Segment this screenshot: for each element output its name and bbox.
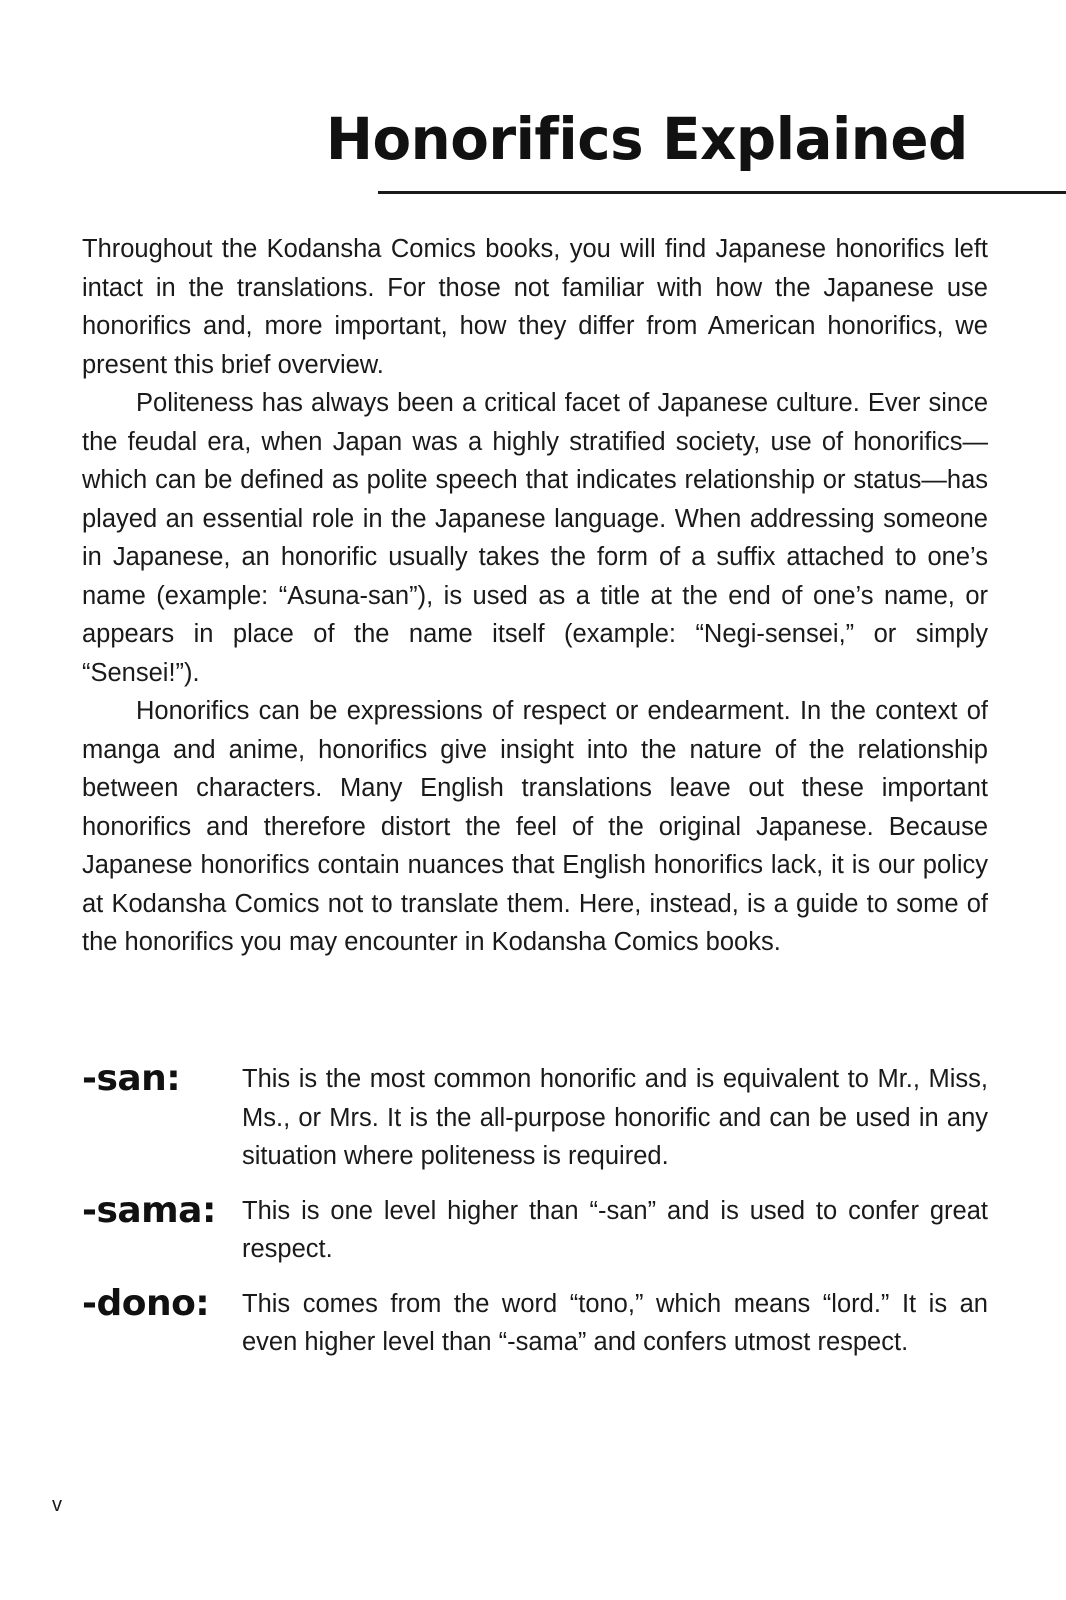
intro-paragraph-3: Honorifics can be expressions of respect or endearment. In the context of manga and anime, honorifics give insight into the nature of the relationship between characters. Many English translations leave out these important honorifics and therefore distort the feel of the original Japanese. Because Japanese honorifics contain nuances that English honorifics lack, it is our policy at Kodansha Comics not to translate them. Here, instead, is a guide to some of the honorifics you may encounter in Kodansha Comics books. [82, 697, 988, 956]
honorifics-glossary [82, 1060, 988, 1378]
glossary-entry-san [82, 1060, 988, 1176]
term-dono: -dono: [82, 1282, 210, 1324]
definition-sama: This is one level higher than “-san” and is used to confer great respect. [242, 1196, 988, 1263]
definition-san: This is the most common honorific and is equivalent to Mr., Miss, Ms., or Mrs. It is the all-purpose honorific and can be used in any situation where politeness is required. [242, 1065, 988, 1170]
page-number: v [52, 1494, 62, 1516]
glossary-entry-sama [82, 1189, 988, 1269]
intro-section [82, 230, 988, 962]
definition-dono: This comes from the word “tono,” which means “lord.” It is an even higher level than “-sama” and confers utmost respect. [242, 1289, 988, 1356]
intro-paragraph-2: Politeness has always been a critical facet of Japanese culture. Ever since the feudal era, when Japan was a highly stratified society, use of honorifics—which can be defined as polite speech that indicates relationship or status—has played an essential role in the Japanese language. When addressing someone in Japanese, an honorific usually takes the form of a suffix attached to one’s name (example: “Asuna-san”), is used as a title at the end of one’s name, or appears in place of the name itself (example: “Negi-sensei,” or simply “Sensei!”). [82, 389, 988, 687]
intro-paragraph-1: Throughout the Kodansha Comics books, you will find Japanese honorifics left intact in the translations. For those not familiar with how the Japanese use honorifics and, more important, how they differ from American honorifics, we present this brief overview. [82, 235, 988, 379]
term-sama: -sama: [82, 1189, 216, 1231]
title-underline [378, 191, 1066, 194]
glossary-entry-dono [82, 1282, 988, 1362]
term-san: -san: [82, 1058, 181, 1099]
page-title: Honorifics Explained [326, 105, 968, 173]
